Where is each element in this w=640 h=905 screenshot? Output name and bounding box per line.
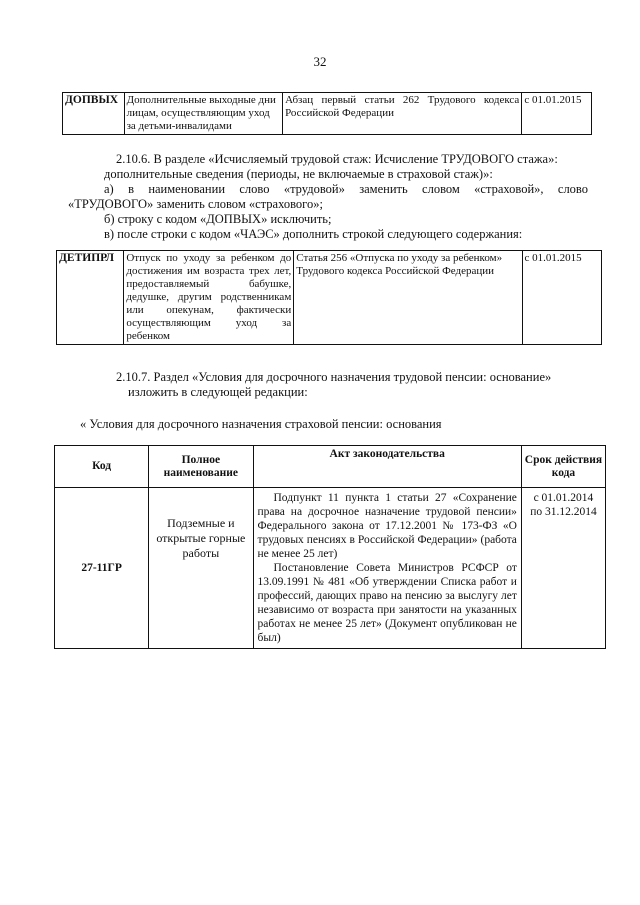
section-heading: 2.10.7. Раздел «Условия для досрочного назначения трудовой пенсии: основание» [116, 370, 552, 384]
name-cell: Дополнительные выходные дни лицам, осуществляющим уход за детьми-инвалидами [124, 93, 282, 135]
page-number: 32 [313, 54, 327, 69]
table-dopvyh [62, 92, 592, 135]
name-cell: Подземные и открытые горные работы [149, 488, 253, 649]
period-to: по 31.12.2014 [530, 506, 597, 518]
act-paragraph-2: Постановление Совета Министров РСФСР от 13.09.1991 № 481 «Об утверждении Списка работ и профессий, дающих право на пенсию за выслугу лет независимо от возраста при занятости на указанных работах не менее 25 лет» (Документ опубликован не был) [257, 562, 517, 644]
quote-title: « Условия для досрочного назначения страховой пенсии: основания [80, 417, 442, 431]
date-cell: с 01.01.2015 [522, 93, 592, 135]
section-heading: 2.10.6. В разделе «Исчисляемый трудовой стаж: Исчисление ТРУДОВОГО стажа»: [116, 152, 558, 166]
period-from: с 01.01.2014 [533, 492, 594, 504]
header-code: Код [55, 446, 149, 488]
act-cell: Абзац первый статьи 262 Трудового кодекса Российской Федерации [283, 93, 522, 135]
section-subheading: дополнительные сведения (периоды, не включаемые в страховой стаж)»: [104, 167, 493, 181]
item-b: б) строку с кодом «ДОПВЫХ» исключить; [104, 212, 332, 226]
item-a-line2: «ТРУДОВОГО» заменить словом «страхового»; [68, 197, 323, 211]
period-cell [521, 488, 605, 649]
table-row [55, 488, 606, 649]
section-2-10-6 [68, 152, 588, 242]
header-period: Срок действия кода [521, 446, 605, 488]
table-row [57, 251, 602, 345]
item-a-line1: а) в наименовании слово «трудовой» заменить словом «страховой», слово [104, 182, 588, 196]
act-cell: Статья 256 «Отпуска по уходу за ребенком» Трудового кодекса Российской Федерации [294, 251, 522, 345]
table-early-pension [54, 445, 606, 649]
code-cell: 27-11ГР [55, 488, 149, 649]
section-subheading: изложить в следующей редакции: [128, 385, 308, 399]
act-paragraph-1: Подпункт 11 пункта 1 статьи 27 «Сохранение права на досрочное назначение трудовой пенсии» Федерального закона от 17.12.2001 № 173-ФЗ «О трудовых пенсиях в Российской Федерации» (работа не менее 25 лет) [257, 492, 517, 560]
act-cell [253, 488, 521, 649]
item-c: в) после строки с кодом «ЧАЭС» дополнить строкой следующего содержания: [104, 227, 523, 241]
code-cell: ДОПВЫХ [63, 93, 125, 135]
table-header-row [55, 446, 606, 488]
name-cell: Отпуск по уходу за ребенком до достижения им возраста трех лет, предоставляемый бабушке, дедушке, другим родственникам или опекунам, фактически осуществляющим уход за ребенком [124, 251, 294, 345]
header-name: Полное наименование [149, 446, 253, 488]
header-act: Акт законодательства [253, 446, 521, 488]
table-detiprl [56, 250, 602, 345]
table-row [63, 93, 592, 135]
code-cell: ДЕТИПРЛ [57, 251, 124, 345]
section-2-10-7 [68, 370, 588, 400]
date-cell: с 01.01.2015 [522, 251, 601, 345]
